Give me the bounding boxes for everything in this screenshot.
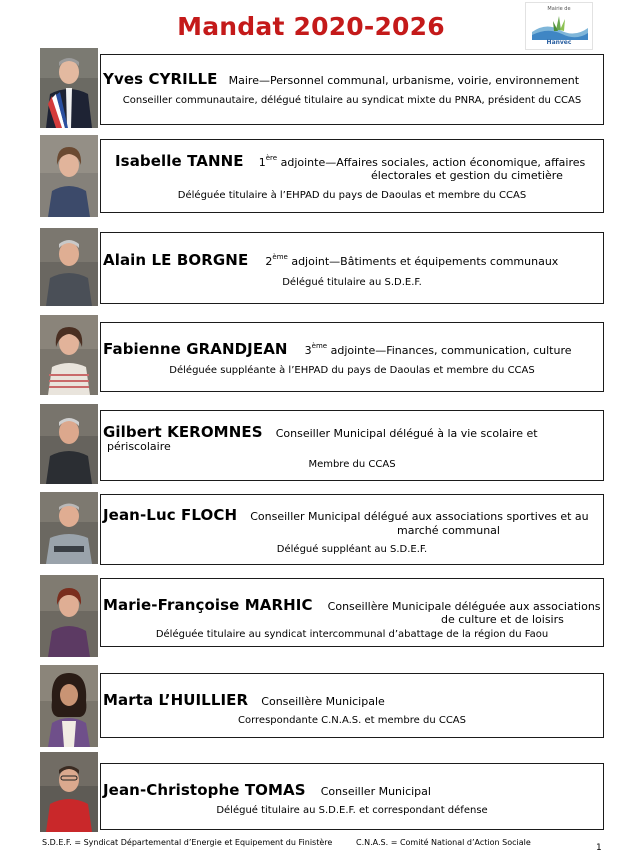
member-role: Conseillère Municipale déléguée aux associations [327,600,601,613]
member-name: Marie-Françoise MARHIC [103,596,313,614]
member-role: adjointe—Affaires sociales, action économique, affaires [280,156,586,169]
member-ordinal-sup: ème [272,253,288,261]
logo-landscape-icon [532,12,588,40]
member-name: Alain LE BORGNE [103,251,249,269]
member-role-cont: électorales et gestion du cimetière [371,169,563,182]
member-box-6 [100,494,604,565]
member-role: adjoint—Bâtiments et équipements communaux [291,255,559,268]
member-role-cont: de culture et de loisirs [441,613,564,626]
member-photo-1 [40,48,98,128]
member-box-3 [100,232,604,304]
member-ordinal: 2 [265,255,273,268]
member-delegation: Déléguée titulaire à l’EHPAD du pays de Daoulas et membre du CCAS [177,190,527,201]
member-photo-6 [40,492,98,564]
page-number: 1 [596,843,602,853]
member-delegation: Délégué titulaire au S.D.E.F. [282,277,422,288]
member-photo-7 [40,575,98,657]
member-ordinal-sup: ère [265,154,278,162]
member-ordinal-sup: ème [311,342,328,350]
member-photo-5 [40,404,98,484]
logo-top-text: Mairie de [547,6,571,12]
member-box-5 [100,410,604,481]
member-delegation: Conseiller communautaire, délégué titulaire au syndicat mixte du PNRA, président du CCAS [122,95,582,106]
member-delegation: Délégué titulaire au S.D.E.F. et correspondant défense [216,805,488,816]
member-photo-8 [40,665,98,747]
member-role-cont: marché communal [397,524,500,537]
member-role: Conseillère Municipale [261,695,385,708]
member-role: adjointe—Finances, communication, culture [330,344,572,357]
member-photo-2 [40,135,98,217]
member-delegation: Membre du CCAS [308,459,396,470]
member-box-4 [100,322,604,392]
member-photo-9 [40,752,98,832]
member-name: Gilbert KEROMNES [103,423,263,441]
member-delegation: Délégué suppléant au S.D.E.F. [276,544,428,555]
member-role: Conseiller Municipal [320,785,431,798]
member-name: Isabelle TANNE [115,152,244,170]
logo-bottom-text: Hanvec [546,39,572,46]
member-delegation: Déléguée suppléante à l’EHPAD du pays de Daoulas et membre du CCAS [169,365,535,376]
member-delegation: Correspondante C.N.A.S. et membre du CCAS [237,715,466,726]
member-ordinal: 1 [258,156,266,169]
member-box-8 [100,673,604,738]
member-name: Jean-Luc FLOCH [103,506,238,524]
member-box-1 [100,54,604,125]
member-role: Conseiller Municipal délégué à la vie scolaire et [275,427,538,440]
footer-cnas-note: C.N.A.S. = Comité National d’Action Sociale [356,838,531,847]
member-box-2 [100,139,604,213]
member-photo-4 [40,315,98,395]
member-role-cont: périscolaire [107,440,171,453]
member-role: Conseiller Municipal délégué aux associations sportives et au [250,510,589,523]
member-name: Jean-Christophe TOMAS [103,781,306,799]
member-box-9 [100,763,604,830]
member-photo-3 [40,228,98,306]
footer-sdef-note: S.D.E.F. = Syndicat Départemental d’Energie et Equipement du Finistère [42,838,333,847]
member-name: Marta L’HUILLIER [103,691,249,709]
member-ordinal: 3 [304,344,312,357]
member-name: Yves CYRILLE [103,70,218,88]
member-delegation: Déléguée titulaire au syndicat intercommunal d’abattage de la région du Faou [155,629,549,640]
page-title: Mandat 2020-2026 [177,12,445,41]
mairie-hanvec-logo [525,2,593,50]
member-box-7 [100,578,604,647]
member-role: Maire—Personnel communal, urbanisme, voirie, environnement [228,74,580,87]
member-name: Fabienne GRANDJEAN [103,340,288,358]
